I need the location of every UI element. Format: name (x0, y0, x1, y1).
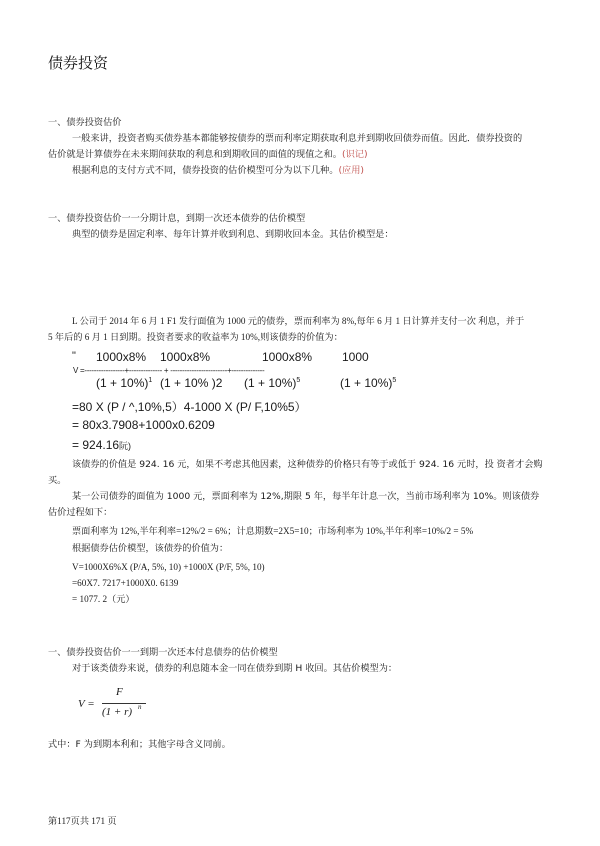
calc-line: = 1077. 2（元） (72, 594, 135, 604)
section-heading: 一、债券投资估价一一到期一次还本付息债券的估价模型 (48, 647, 278, 658)
formula-numerator: 1000x8% (160, 350, 211, 364)
formula-step: = 80x3.7908+1000x0.6209 (72, 418, 215, 432)
section-heading: 一、债券投资估价一一分期计息，到期一次还本债券的估价模型 (48, 213, 306, 224)
exponent: 5 (296, 377, 301, 384)
paragraph: 某一公司债券的面值为 1000 元，票面利率为 12%,期限 5 年，每半年计息一次，当前市场利率为 10%。则该债券 (72, 491, 540, 502)
annotation-note: (应用) (338, 165, 364, 176)
paragraph (48, 148, 368, 162)
calc-line: 根据债券估价模型，该债券的价值为： (72, 543, 229, 554)
exponent: n (138, 703, 142, 711)
paragraph-text: 估价就是计算债券在未来期间获取的利息和到期收回的面值的现值之和。 (48, 149, 342, 160)
denominator-text: (1 + 10%) (96, 376, 149, 390)
calc-line: =60X7. 7217+1000X0. 6139 (72, 578, 179, 588)
exponent: 5 (392, 377, 397, 384)
formula-lhs: V = (78, 698, 95, 710)
paragraph: 买。 (48, 475, 67, 486)
formula-numerator: 1000 (342, 350, 369, 364)
paragraph: 5 年后的 6 月 1 日到期。投资者要求的收益率为 10%,则该债券的价值为： (48, 332, 343, 342)
formula-step: =80 X (P / ^,10%,5）4-1000 X (P/ F,10%5） (72, 400, 307, 414)
paragraph: L 公司于 2014 年 6 月 1 F1 发行面值为 1000 元的债券，票而利率为 8%,每年 6 月 1 日计算并支付一次 利息，并于 (72, 316, 525, 326)
paragraph: 典型的债券是固定利率、每年计算并收到利息、到期收回本金。其估价模型是： (72, 229, 394, 240)
result-unit: 阮) (119, 441, 132, 451)
denominator-text: (1 + 10%) (244, 376, 297, 390)
page-footer: 第117页共 171 页 (48, 816, 117, 826)
exponent: 1 (148, 377, 153, 384)
formula-numerator: 1000x8% (96, 350, 147, 364)
formula-denominator: (1 + r) (102, 706, 133, 718)
denominator-text: (1 + 10%) (340, 376, 393, 390)
page-title: 债券投资 (48, 54, 109, 72)
calc-line: V=1000X6%X (P/A, 5%, 10) +1000X (P/F, 5%, 10) (72, 562, 265, 572)
formula-fraction-bar: V =-----------------+-------------- + ------------------------+-------------- (73, 366, 265, 375)
annotation-note: (识记) (342, 149, 368, 160)
formula-denominator (340, 376, 396, 390)
valuation-formula (78, 686, 168, 724)
paragraph: 对于该类债券来说，债券的利息随本金一同在债券到期 H 收回。其估价模型为： (72, 663, 398, 674)
paragraph-text: 根据利息的支付方式不同，债券投资的估价模型可分为以下几种。 (72, 165, 339, 176)
formula-denominator (96, 376, 152, 390)
formula-denominator: (1 + 10% )2 (160, 376, 223, 390)
paragraph (72, 164, 364, 178)
formula-numerator: F (116, 686, 123, 698)
paragraph: 一般来讲，投资者购买债券基本都能够按债券的票而利率定期获取利息并到期收回债券而值。因此．债券投资的 (72, 133, 523, 144)
calc-line: 票面利率为 12%,半年利率=12%/2 = 6%；计息期数=2X5=10；市场利率为 10%,半年利率=10%/2 = 5% (72, 526, 474, 536)
formula-numerator: 1000x8% (262, 350, 313, 364)
result-value: = 924.16 (72, 438, 120, 452)
paragraph: 该债券的价值是 924. 16 元，如果不考虑其他因素，这种债券的价格只有等于或低于 924. 16 元时，投 资者才会购 (72, 459, 543, 470)
formula-step (72, 438, 131, 452)
section-heading: 一、债券投资估价 (48, 117, 122, 128)
formula-denominator (244, 376, 300, 390)
paragraph: 估价过程如下： (48, 507, 113, 518)
formula-quote: " (72, 350, 76, 362)
paragraph: 式中：F 为到期本利和；其他字母含义同前。 (48, 739, 231, 750)
